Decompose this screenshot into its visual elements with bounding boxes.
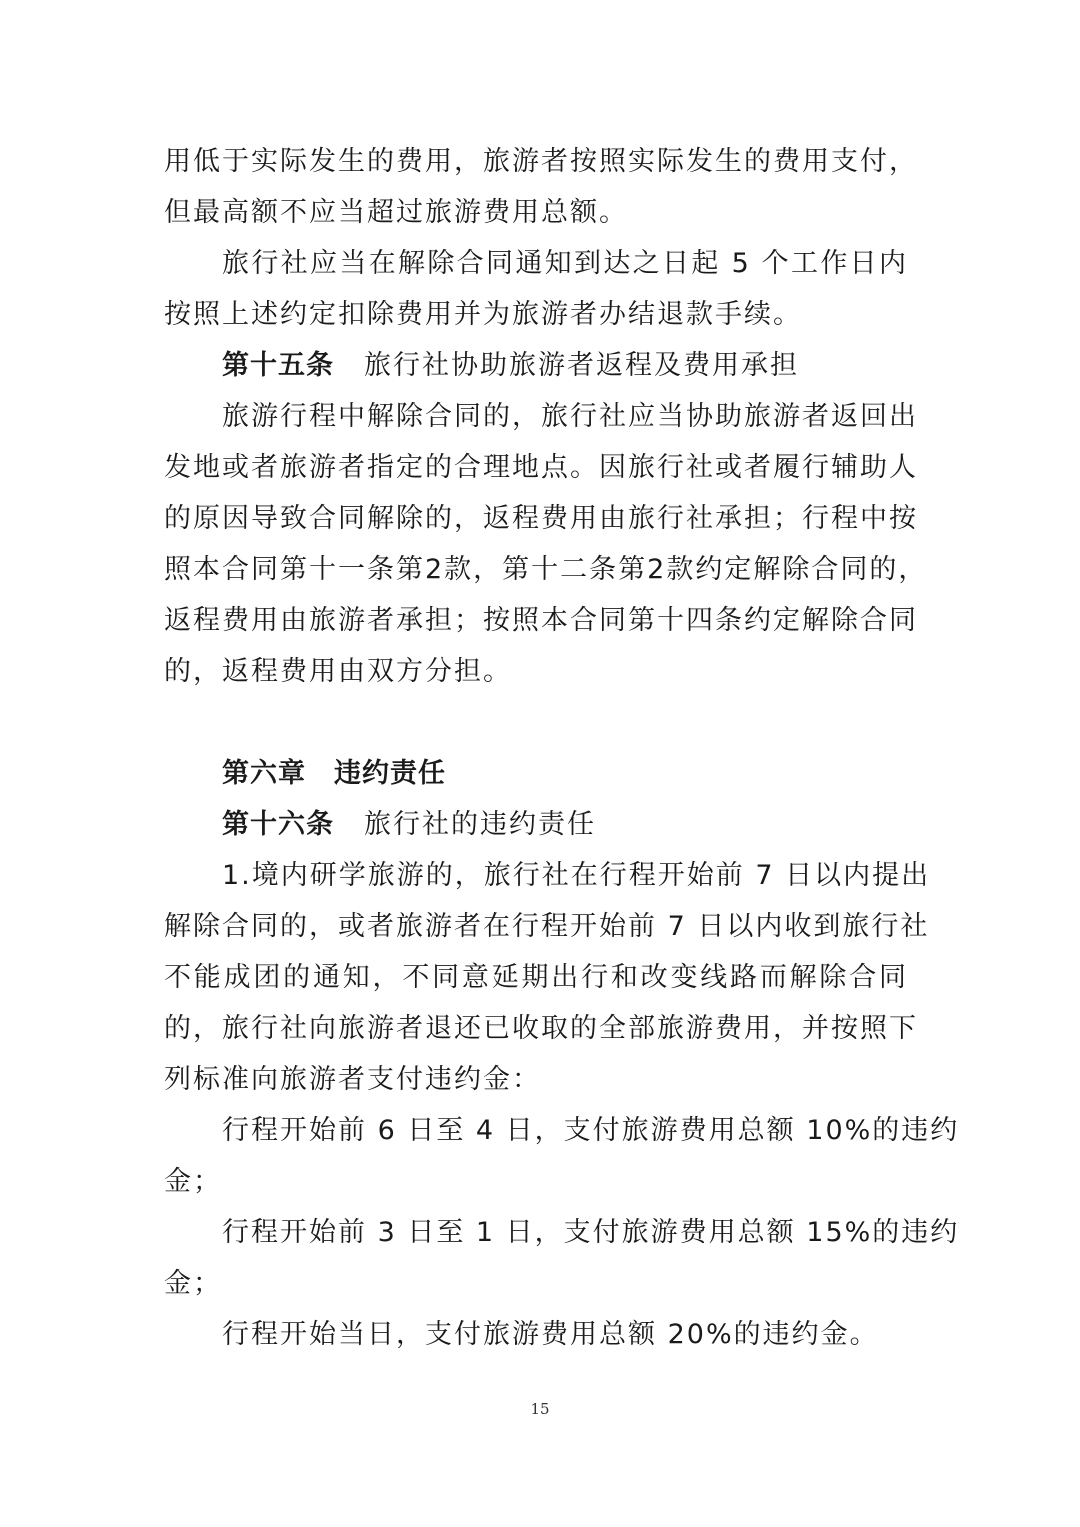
body-line: 旅游行程中解除合同的，旅行社应当协助旅游者返回出 [222, 401, 918, 432]
body-line: 用低于实际发生的费用，旅游者按照实际发生的费用支付， [164, 146, 918, 177]
body-line: 不能成团的通知，不同意延期出行和改变线路而解除合同 [164, 962, 908, 993]
body-line: 旅行社应当在解除合同通知到达之日起 5 个工作日内 [222, 248, 908, 279]
body-line: 的原因导致合同解除的，返程费用由旅行社承担；行程中按 [164, 503, 918, 534]
body-line: 金； [164, 1268, 222, 1299]
body-line: 照本合同第十一条第2款，第十二条第2款约定解除合同的， [164, 554, 928, 585]
article-15-number: 第十五条 [222, 350, 334, 381]
article-15-title: 旅行社协助旅游者返程及费用承担 [364, 350, 799, 381]
article-15-heading [164, 340, 908, 391]
document-body [164, 136, 960, 1360]
body-line: 发地或者旅游者指定的合理地点。因旅行社或者履行辅助人 [164, 452, 918, 483]
body-line: 行程开始前 6 日至 4 日，支付旅游费用总额 10%的违约 [222, 1115, 960, 1146]
article-16-title: 旅行社的违约责任 [364, 809, 596, 840]
body-line: 返程费用由旅游者承担；按照本合同第十四条约定解除合同 [164, 605, 918, 636]
body-line: 金； [164, 1166, 222, 1197]
chapter-6-heading: 第六章 违约责任 [222, 758, 446, 789]
article-16-heading [164, 799, 908, 850]
article-16-number: 第十六条 [222, 809, 334, 840]
body-line: 的，返程费用由双方分担。 [164, 656, 512, 687]
section-spacer [164, 697, 908, 748]
body-line: 行程开始前 3 日至 1 日，支付旅游费用总额 15%的违约 [222, 1217, 960, 1248]
body-line: 的，旅行社向旅游者退还已收取的全部旅游费用，并按照下 [164, 1013, 918, 1044]
body-line: 但最高额不应当超过旅游费用总额。 [164, 197, 628, 228]
body-line: 解除合同的，或者旅游者在行程开始前 7 日以内收到旅行社 [164, 911, 930, 942]
body-line: 1.境内研学旅游的，旅行社在行程开始前 7 日以内提出 [222, 860, 931, 891]
body-line: 行程开始当日，支付旅游费用总额 20%的违约金。 [222, 1319, 879, 1350]
body-line: 按照上述约定扣除费用并为旅游者办结退款手续。 [164, 299, 802, 330]
page-number: 15 [530, 1400, 550, 1418]
body-line: 列标准向旅游者支付违约金： [164, 1064, 541, 1095]
